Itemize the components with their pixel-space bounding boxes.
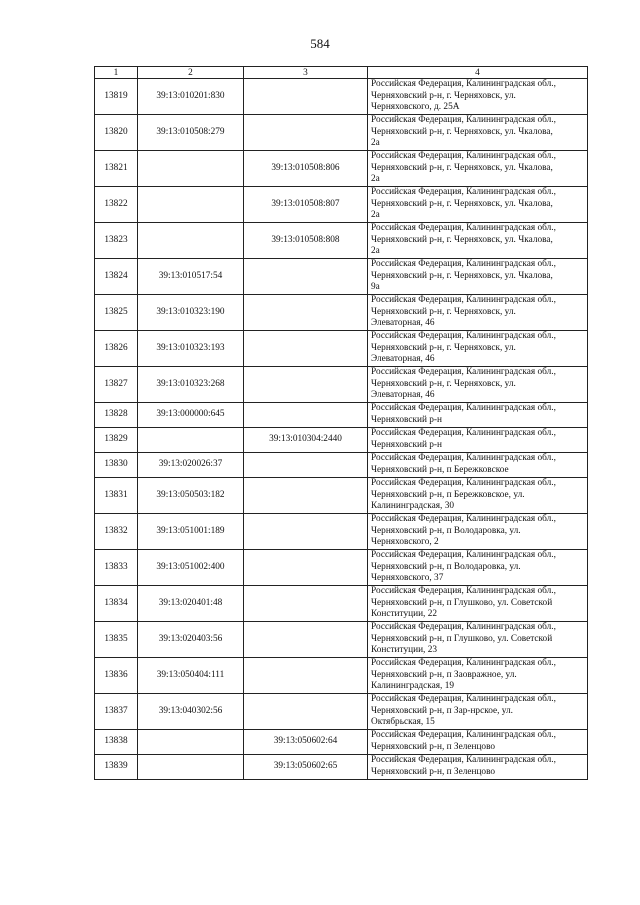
row-number: 13835: [95, 622, 138, 658]
cadastral-number-col2: 39:13:040302:56: [138, 694, 244, 730]
table-body: [95, 79, 588, 780]
cadastral-number-col2: 39:13:020401:48: [138, 586, 244, 622]
address-line: Российская Федерация, Калининградская обл.,: [371, 453, 556, 464]
address-cell: [368, 428, 588, 453]
table-row: [95, 550, 588, 586]
address-cell: [368, 331, 588, 367]
address-line: Российская Федерация, Калининградская обл.,: [371, 514, 556, 525]
cadastral-number-col3: [244, 331, 368, 367]
cadastral-number-col3: [244, 79, 368, 115]
address-cell: [368, 550, 588, 586]
address-line: 2а: [371, 246, 380, 257]
address-line: Российская Федерация, Калининградская обл.,: [371, 586, 556, 597]
table-row: [95, 187, 588, 223]
row-number: 13823: [95, 223, 138, 259]
address-line: 2а: [371, 138, 380, 149]
row-number: 13839: [95, 755, 138, 780]
row-number: 13837: [95, 694, 138, 730]
cadastral-number-col2: [138, 151, 244, 187]
row-number: 13822: [95, 187, 138, 223]
address-cell: [368, 514, 588, 550]
address-line: 9а: [371, 282, 380, 293]
address-line: Черняховский р-н, г. Черняховск, ул.: [371, 306, 516, 317]
row-number: 13819: [95, 79, 138, 115]
address-line: Черняховский р-н, п Глушково, ул. Советской: [371, 597, 553, 608]
address-line: Российская Федерация, Калининградская обл.,: [371, 115, 556, 126]
table-row: [95, 478, 588, 514]
table-row: [95, 259, 588, 295]
address-line: Российская Федерация, Калининградская обл.,: [371, 331, 556, 342]
table-row: [95, 694, 588, 730]
table-row: [95, 331, 588, 367]
address-line: Российская Федерация, Калининградская обл.,: [371, 79, 556, 90]
address-cell: [368, 187, 588, 223]
address-line: Черняховский р-н, п Бережковское: [371, 465, 509, 475]
table-row: [95, 658, 588, 694]
row-number: 13838: [95, 730, 138, 755]
address-cell: [368, 151, 588, 187]
cadastral-number-col3: 39:13:010508:806: [244, 151, 368, 187]
cadastral-number-col2: [138, 223, 244, 259]
cadastral-number-col2: 39:13:020403:56: [138, 622, 244, 658]
address-cell: [368, 115, 588, 151]
address-line: Черняховского, 2: [371, 537, 439, 548]
row-number: 13827: [95, 367, 138, 403]
address-cell: [368, 622, 588, 658]
table-row: [95, 295, 588, 331]
address-cell: [368, 223, 588, 259]
cadastral-number-col2: 39:13:050503:182: [138, 478, 244, 514]
address-line: 2а: [371, 210, 380, 221]
cadastral-number-col2: 39:13:010323:268: [138, 367, 244, 403]
cadastral-number-col2: [138, 730, 244, 755]
cadastral-number-col3: [244, 622, 368, 658]
address-line: Элеваторная, 46: [371, 354, 435, 365]
cadastral-number-col2: 39:13:051001:189: [138, 514, 244, 550]
address-line: Черняховский р-н, п Бережковское, ул.: [371, 489, 525, 500]
cadastral-number-col2: [138, 187, 244, 223]
cadastral-number-col3: [244, 295, 368, 331]
address-cell: [368, 586, 588, 622]
address-line: Черняховский р-н, г. Черняховск, ул. Чкалова,: [371, 162, 553, 173]
address-cell: [368, 694, 588, 730]
address-cell: [368, 730, 588, 755]
cadastral-number-col3: 39:13:010508:807: [244, 187, 368, 223]
row-number: 13828: [95, 403, 138, 428]
address-line: Черняховский р-н: [371, 440, 442, 450]
table-row: [95, 367, 588, 403]
cadastral-number-col3: 39:13:050602:64: [244, 730, 368, 755]
row-number: 13830: [95, 453, 138, 478]
table-row: [95, 514, 588, 550]
address-line: Калининградская, 30: [371, 501, 454, 512]
address-cell: [368, 453, 588, 478]
cadastral-number-col3: [244, 586, 368, 622]
address-line: Российская Федерация, Калининградская обл.,: [371, 295, 556, 306]
address-cell: [368, 79, 588, 115]
address-line: Российская Федерация, Калининградская обл.,: [371, 367, 556, 378]
table-row: [95, 79, 588, 115]
row-number: 13834: [95, 586, 138, 622]
cadastral-number-col2: 39:13:000000:645: [138, 403, 244, 428]
address-line: Калининградская, 19: [371, 681, 454, 692]
cadastral-number-col3: [244, 403, 368, 428]
address-cell: [368, 478, 588, 514]
table-row: [95, 453, 588, 478]
cadastral-number-col3: [244, 514, 368, 550]
cadastral-number-col2: 39:13:050404:111: [138, 658, 244, 694]
table-row: [95, 586, 588, 622]
address-cell: [368, 259, 588, 295]
table-row: [95, 622, 588, 658]
address-line: Черняховский р-н, г. Черняховск, ул. Чкалова,: [371, 234, 553, 245]
row-number: 13832: [95, 514, 138, 550]
address-line: Конституции, 23: [371, 645, 437, 656]
address-line: Черняховский р-н, г. Черняховск, ул. Чкалова,: [371, 198, 553, 209]
address-line: Российская Федерация, Калининградская обл.,: [371, 730, 556, 741]
address-line: Российская Федерация, Калининградская обл.,: [371, 658, 556, 669]
address-line: 2а: [371, 174, 380, 185]
address-line: Российская Федерация, Калининградская обл.,: [371, 403, 556, 414]
address-line: Черняховский р-н, п Зеленцово: [371, 767, 496, 777]
address-line: Российская Федерация, Калининградская обл.,: [371, 187, 556, 198]
address-line: Российская Федерация, Калининградская обл.,: [371, 478, 556, 489]
cadastral-number-col3: [244, 259, 368, 295]
address-line: Российская Федерация, Калининградская обл.,: [371, 151, 556, 162]
table-row: [95, 403, 588, 428]
cadastral-number-col3: [244, 453, 368, 478]
address-line: Черняховский р-н, п Володаровка, ул.: [371, 561, 521, 572]
cadastral-number-col2: [138, 755, 244, 780]
cadastral-number-col3: 39:13:050602:65: [244, 755, 368, 780]
table-row: [95, 428, 588, 453]
cadastral-number-col2: 39:13:010323:190: [138, 295, 244, 331]
table-row: [95, 730, 588, 755]
address-line: Черняховский р-н, г. Черняховск, ул.: [371, 378, 516, 389]
address-cell: [368, 295, 588, 331]
table-row: [95, 223, 588, 259]
cadastral-number-col3: [244, 658, 368, 694]
cadastral-number-col3: 39:13:010508:808: [244, 223, 368, 259]
address-line: Черняховский р-н, г. Черняховск, ул. Чкалова,: [371, 270, 553, 281]
address-cell: [368, 367, 588, 403]
cadastral-number-col3: [244, 550, 368, 586]
cadastral-number-col3: [244, 115, 368, 151]
row-number: 13831: [95, 478, 138, 514]
row-number: 13829: [95, 428, 138, 453]
registry-table: [94, 66, 588, 780]
address-line: Черняховский р-н, г. Черняховск, ул.: [371, 90, 516, 101]
cadastral-number-col3: [244, 367, 368, 403]
table-row: [95, 115, 588, 151]
address-line: Черняховский р-н, п Зеленцово: [371, 742, 496, 752]
cadastral-number-col3: 39:13:010304:2440: [244, 428, 368, 453]
address-line: Черняховского, 37: [371, 573, 444, 584]
address-line: Черняховский р-н, п Заовражное, ул.: [371, 669, 517, 680]
address-line: Черняховский р-н, г. Черняховск, ул. Чкалова,: [371, 126, 553, 137]
address-line: Российская Федерация, Калининградская обл.,: [371, 622, 556, 633]
row-number: 13826: [95, 331, 138, 367]
address-line: Черняховский р-н, п Зар-нрское, ул.: [371, 705, 513, 716]
cadastral-number-col2: 39:13:020026:37: [138, 453, 244, 478]
cadastral-number-col2: 39:13:010508:279: [138, 115, 244, 151]
column-header-3: 3: [244, 67, 368, 79]
address-line: Российская Федерация, Калининградская обл.,: [371, 223, 556, 234]
row-number: 13836: [95, 658, 138, 694]
page-number: 584: [310, 36, 330, 51]
row-number: 13820: [95, 115, 138, 151]
address-cell: [368, 755, 588, 780]
cadastral-number-col2: 39:13:010517:54: [138, 259, 244, 295]
cadastral-number-col2: [138, 428, 244, 453]
header-row: [95, 67, 588, 79]
address-line: Конституции, 22: [371, 609, 437, 620]
column-header-4: 4: [368, 67, 588, 79]
table-row: [95, 755, 588, 780]
address-line: Черняховский р-н: [371, 415, 442, 425]
address-line: Октябрьская, 15: [371, 717, 435, 728]
address-line: Черняховского, д. 25А: [371, 102, 460, 113]
column-header-2: 2: [138, 67, 244, 79]
address-line: Элеваторная, 46: [371, 318, 435, 329]
cadastral-number-col3: [244, 694, 368, 730]
address-line: Российская Федерация, Калининградская обл.,: [371, 428, 556, 439]
address-line: Российская Федерация, Калининградская обл.,: [371, 755, 556, 766]
cadastral-number-col2: 39:13:051002:400: [138, 550, 244, 586]
address-line: Черняховский р-н, п Глушково, ул. Советской: [371, 633, 553, 644]
table-row: [95, 151, 588, 187]
address-line: Российская Федерация, Калининградская обл.,: [371, 694, 556, 705]
row-number: 13833: [95, 550, 138, 586]
cadastral-number-col3: [244, 478, 368, 514]
address-cell: [368, 403, 588, 428]
address-line: Черняховский р-н, г. Черняховск, ул.: [371, 342, 516, 353]
row-number: 13821: [95, 151, 138, 187]
address-cell: [368, 658, 588, 694]
column-header-1: 1: [95, 67, 138, 79]
cadastral-number-col2: 39:13:010201:830: [138, 79, 244, 115]
cadastral-number-col2: 39:13:010323:193: [138, 331, 244, 367]
row-number: 13825: [95, 295, 138, 331]
address-line: Российская Федерация, Калининградская обл.,: [371, 259, 556, 270]
address-line: Российская Федерация, Калининградская обл.,: [371, 550, 556, 561]
address-line: Черняховский р-н, п Володаровка, ул.: [371, 525, 521, 536]
address-line: Элеваторная, 46: [371, 390, 435, 401]
row-number: 13824: [95, 259, 138, 295]
